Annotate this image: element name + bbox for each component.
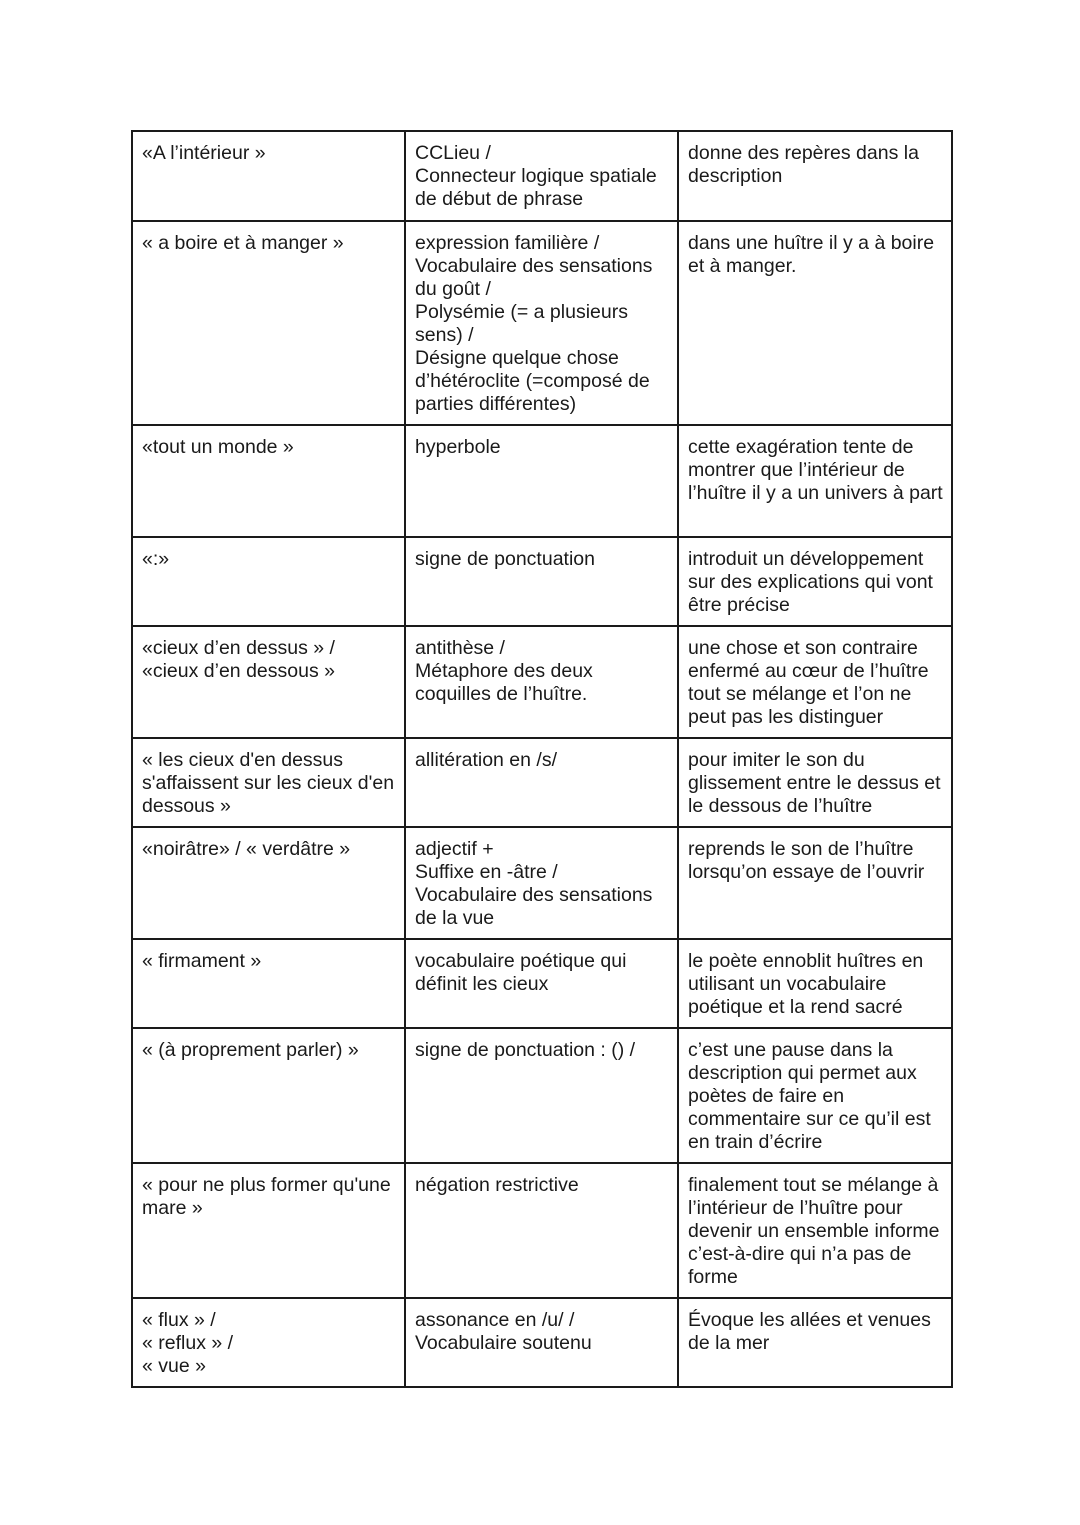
device-cell: signe de ponctuation <box>405 537 678 626</box>
device-cell: hyperbole <box>405 425 678 537</box>
effect-cell: pour imiter le son du glissement entre le dessus et le dessous de l’huître <box>678 738 952 827</box>
effect-cell: cette exagération tente de montrer que l’intérieur de l’huître il y a un univers à part <box>678 425 952 537</box>
table-row <box>132 425 952 537</box>
table-row <box>132 827 952 939</box>
quote-cell: « les cieux d'en dessus s'affaissent sur les cieux d'en dessous » <box>132 738 405 827</box>
quote-cell: « firmament » <box>132 939 405 1028</box>
effect-cell: reprends le son de l’huître lorsqu’on essaye de l’ouvrir <box>678 827 952 939</box>
quote-cell: « (à proprement parler) » <box>132 1028 405 1163</box>
table-row <box>132 1028 952 1163</box>
device-cell: CCLieu / Connecteur logique spatiale de début de phrase <box>405 131 678 221</box>
device-cell: expression familière / Vocabulaire des sensations du goût / Polysémie (= a plusieurs sens) / Désigne quelque chose d’hétéroclite (=composé de parties différentes) <box>405 221 678 425</box>
table-row <box>132 1163 952 1298</box>
quote-cell: « a boire et à manger » <box>132 221 405 425</box>
device-cell: allitération en /s/ <box>405 738 678 827</box>
device-cell: adjectif + Suffixe en -âtre / Vocabulaire des sensations de la vue <box>405 827 678 939</box>
quote-cell: « pour ne plus former qu'une mare » <box>132 1163 405 1298</box>
effect-cell: une chose et son contraire enfermé au cœur de l’huître tout se mélange et l’on ne peut pas les distinguer <box>678 626 952 738</box>
device-cell: négation restrictive <box>405 1163 678 1298</box>
device-cell: assonance en /u/ / Vocabulaire soutenu <box>405 1298 678 1387</box>
device-cell: signe de ponctuation : () / <box>405 1028 678 1163</box>
device-cell: antithèse / Métaphore des deux coquilles de l’huître. <box>405 626 678 738</box>
quote-cell: «cieux d’en dessus » / «cieux d’en dessous » <box>132 626 405 738</box>
effect-cell: Évoque les allées et venues de la mer <box>678 1298 952 1387</box>
effect-cell: c’est une pause dans la description qui permet aux poètes de faire en commentaire sur ce qu’il est en train d’écrire <box>678 1028 952 1163</box>
quote-cell: «A l’intérieur » <box>132 131 405 221</box>
table-row <box>132 537 952 626</box>
effect-cell: finalement tout se mélange à l’intérieur de l’huître pour devenir un ensemble informe c’est-à-dire qui n’a pas de forme <box>678 1163 952 1298</box>
quote-cell: « flux » / « reflux » / « vue » <box>132 1298 405 1387</box>
quote-cell: «noirâtre» / « verdâtre » <box>132 827 405 939</box>
table-row <box>132 939 952 1028</box>
effect-cell: dans une huître il y a à boire et à manger. <box>678 221 952 425</box>
table-row <box>132 221 952 425</box>
effect-cell: introduit un développement sur des explications qui vont être précise <box>678 537 952 626</box>
quote-cell: «tout un monde » <box>132 425 405 537</box>
table-row <box>132 131 952 221</box>
effect-cell: le poète ennoblit huîtres en utilisant un vocabulaire poétique et la rend sacré <box>678 939 952 1028</box>
quote-cell: «:» <box>132 537 405 626</box>
device-cell: vocabulaire poétique qui définit les cieux <box>405 939 678 1028</box>
table-row <box>132 738 952 827</box>
table-row <box>132 1298 952 1387</box>
analysis-table <box>131 130 953 1388</box>
effect-cell: donne des repères dans la description <box>678 131 952 221</box>
table-row <box>132 626 952 738</box>
